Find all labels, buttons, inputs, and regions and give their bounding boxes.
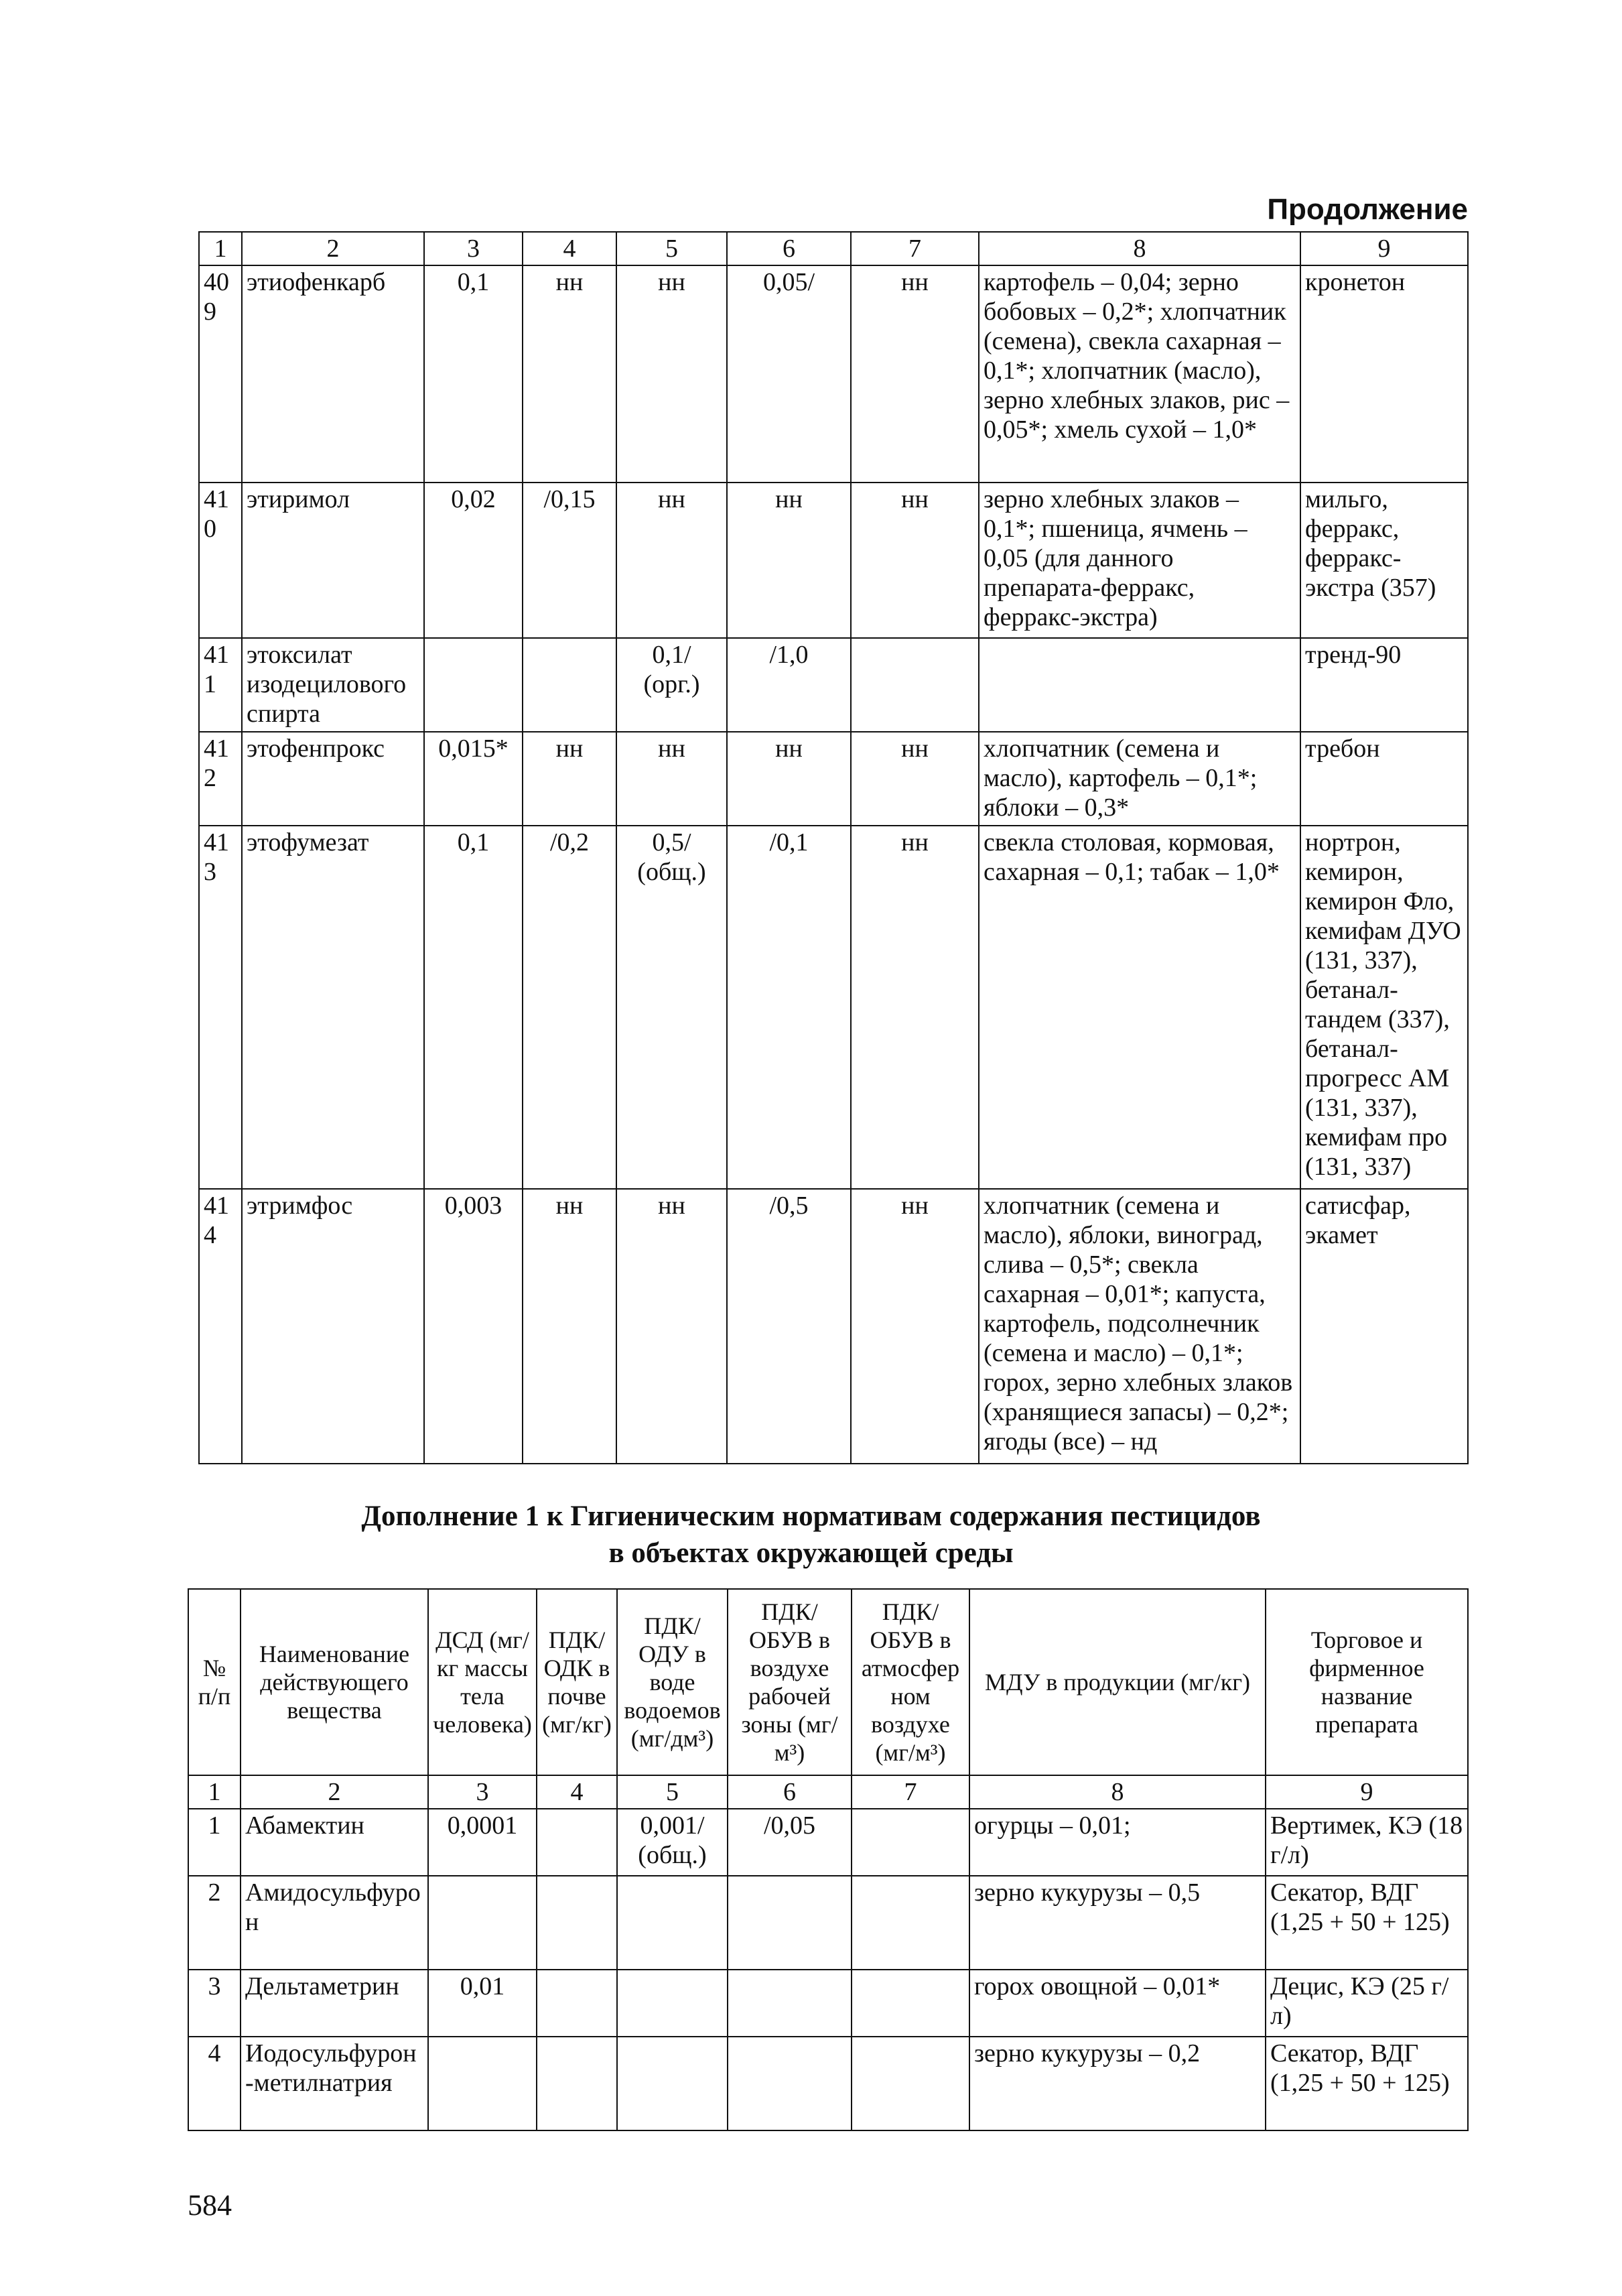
header-mrl: МДУ в продукции (мг/кг) [969,1589,1266,1775]
soil-value [537,1970,617,2037]
atmospheric-air-value: нн [851,1189,979,1464]
soil-value: нн [523,265,616,483]
column-number: 3 [428,1775,537,1809]
mrl-text: свекла столовая, кормовая, сахарная – 0,1; табак – 1,0* [979,826,1300,1189]
row-number: 3 [188,1970,241,2037]
trade-name: мильго, ферракс, ферракс-экстра (357) [1300,483,1468,638]
header-trade-name: Торговое и фирменное название препарата [1266,1589,1468,1775]
column-number: 8 [969,1775,1266,1809]
adi-value [428,1876,537,1970]
mrl-text: горох овощной – 0,01* [969,1970,1266,2037]
water-value: нн [616,732,727,826]
water-value: 0,001/ (общ.) [617,1809,728,1876]
page-number: 584 [188,2189,232,2222]
table-row [199,1189,1468,1464]
substance-name: этофумезат [242,826,424,1189]
water-value [617,1970,728,2037]
workzone-air-value: 0,05/ [727,265,851,483]
substance-name: Абамектин [241,1809,428,1876]
soil-value [523,638,616,732]
supplement-heading-line1: Дополнение 1 к Гигиеническим нормативам содержания пестицидов [361,1501,1261,1532]
column-number: 9 [1300,232,1468,265]
mrl-text [979,638,1300,732]
row-number: 2 [188,1876,241,1970]
column-number: 1 [199,232,242,265]
header-row [188,1589,1468,1775]
adi-value: 0,0001 [428,1809,537,1876]
column-number: 7 [851,232,979,265]
supplement-table [188,1588,1469,2131]
atmospheric-air-value [852,2037,969,2130]
substance-name: этиофенкарб [242,265,424,483]
water-value: 0,1/ (орг.) [616,638,727,732]
table-row [188,2037,1468,2130]
workzone-air-value [728,1970,852,2037]
workzone-air-value: /0,5 [727,1189,851,1464]
header-number: № п/п [188,1589,241,1775]
column-number-row [188,1775,1468,1809]
soil-value [537,1809,617,1876]
trade-name: Децис, КЭ (25 г/л) [1266,1970,1468,2037]
row-number: 411 [199,638,242,732]
header-atmospheric-air: ПДК/ ОБУВ в атмосферном воздухе (мг/м³) [852,1589,969,1775]
water-value: нн [616,483,727,638]
workzone-air-value [728,1876,852,1970]
atmospheric-air-value: нн [851,826,979,1189]
water-value: нн [616,265,727,483]
table-row [188,1809,1468,1876]
table-row [199,826,1468,1189]
substance-name: Дельтаметрин [241,1970,428,2037]
adi-value: 0,1 [424,826,523,1189]
table-row [199,483,1468,638]
table-row [188,1970,1468,2037]
soil-value: нн [523,1189,616,1464]
table-row [199,732,1468,826]
trade-name: кронетон [1300,265,1468,483]
atmospheric-air-value [852,1970,969,2037]
soil-value: нн [523,732,616,826]
adi-value: 0,015* [424,732,523,826]
mrl-text: огурцы – 0,01; [969,1809,1266,1876]
column-number: 1 [188,1775,241,1809]
row-number: 414 [199,1189,242,1464]
soil-value: /0,2 [523,826,616,1189]
pesticide-table-continued [198,231,1469,1464]
substance-name: этоксилат изодецилового спирта [242,638,424,732]
workzone-air-value: /0,05 [728,1809,852,1876]
atmospheric-air-value: нн [851,732,979,826]
column-number: 4 [537,1775,617,1809]
supplement-heading-line2: в объектах окружающей среды [608,1537,1014,1569]
column-number: 6 [727,232,851,265]
column-number: 2 [242,232,424,265]
row-number: 1 [188,1809,241,1876]
continuation-label: Продолжение [1267,193,1468,226]
row-number: 409 [199,265,242,483]
column-number: 2 [241,1775,428,1809]
column-number: 5 [616,232,727,265]
workzone-air-value: /0,1 [727,826,851,1189]
column-number: 6 [728,1775,852,1809]
adi-value: 0,1 [424,265,523,483]
trade-name: требон [1300,732,1468,826]
header-water: ПДК/ ОДУ в воде водоемов (мг/дм³) [617,1589,728,1775]
soil-value [537,1876,617,1970]
row-number: 412 [199,732,242,826]
water-value: нн [616,1189,727,1464]
header-substance: Наименование действующего вещества [241,1589,428,1775]
atmospheric-air-value: нн [851,265,979,483]
substance-name: этофенпрокс [242,732,424,826]
adi-value: 0,02 [424,483,523,638]
adi-value: 0,003 [424,1189,523,1464]
water-value [617,1876,728,1970]
substance-name: этиримол [242,483,424,638]
substance-name: Иодосульфурон-метилнатрия [241,2037,428,2130]
adi-value [428,2037,537,2130]
trade-name: Секатор, ВДГ (1,25 + 50 + 125) [1266,2037,1468,2130]
header-adi: ДСД (мг/кг массы тела человека) [428,1589,537,1775]
workzone-air-value [728,2037,852,2130]
mrl-text: зерно кукурузы – 0,2 [969,2037,1266,2130]
workzone-air-value: нн [727,732,851,826]
atmospheric-air-value: нн [851,483,979,638]
mrl-text: хлопчатник (семена и масло), яблоки, виноград, слива – 0,5*; свекла сахарная – 0,01*; капуста, картофель, подсолнечник (семена и масло) – 0,1*; горох, зерно хлебных злаков (хранящиеся запасы) – 0,2*; ягоды (все) – нд [979,1189,1300,1464]
soil-value [537,2037,617,2130]
row-number: 410 [199,483,242,638]
mrl-text: зерно хлебных злаков – 0,1*; пшеница, ячмень – 0,05 (для данного препарата-ферракс, ферракс-экстра) [979,483,1300,638]
column-number: 9 [1266,1775,1468,1809]
column-number: 5 [617,1775,728,1809]
water-value: 0,5/ (общ.) [616,826,727,1189]
trade-name: сатисфар, экамет [1300,1189,1468,1464]
atmospheric-air-value [852,1876,969,1970]
column-number: 8 [979,232,1300,265]
header-workzone-air: ПДК/ ОБУВ в воздухе рабочей зоны (мг/м³) [728,1589,852,1775]
column-number: 4 [523,232,616,265]
trade-name: тренд-90 [1300,638,1468,732]
trade-name: Секатор, ВДГ (1,25 + 50 + 125) [1266,1876,1468,1970]
header-soil: ПДК/ ОДК в почве (мг/кг) [537,1589,617,1775]
table-row [188,1876,1468,1970]
table-row [199,638,1468,732]
atmospheric-air-value [852,1809,969,1876]
column-number-row [199,232,1468,265]
mrl-text: зерно кукурузы – 0,5 [969,1876,1266,1970]
row-number: 4 [188,2037,241,2130]
mrl-text: хлопчатник (семена и масло), картофель – 0,1*; яблоки – 0,3* [979,732,1300,826]
row-number: 413 [199,826,242,1189]
column-number: 3 [424,232,523,265]
adi-value: 0,01 [428,1970,537,2037]
column-number: 7 [852,1775,969,1809]
trade-name: Вертимек, КЭ (18 г/л) [1266,1809,1468,1876]
substance-name: этримфос [242,1189,424,1464]
table-row [199,265,1468,483]
soil-value: /0,15 [523,483,616,638]
water-value [617,2037,728,2130]
trade-name: нортрон, кемирон, кемирон Фло, кемифам ДУО (131, 337), бетанал-тандем (337), бетанал-прогресс АМ (131, 337), кемифам про (131, 337) [1300,826,1468,1189]
mrl-text: картофель – 0,04; зерно бобовых – 0,2*; хлопчатник (семена), свекла сахарная – 0,1*; хлопчатник (масло), зерно хлебных злаков, рис – 0,05*; хмель сухой – 1,0* [979,265,1300,483]
atmospheric-air-value [851,638,979,732]
substance-name: Амидосульфурон [241,1876,428,1970]
workzone-air-value: /1,0 [727,638,851,732]
workzone-air-value: нн [727,483,851,638]
adi-value [424,638,523,732]
